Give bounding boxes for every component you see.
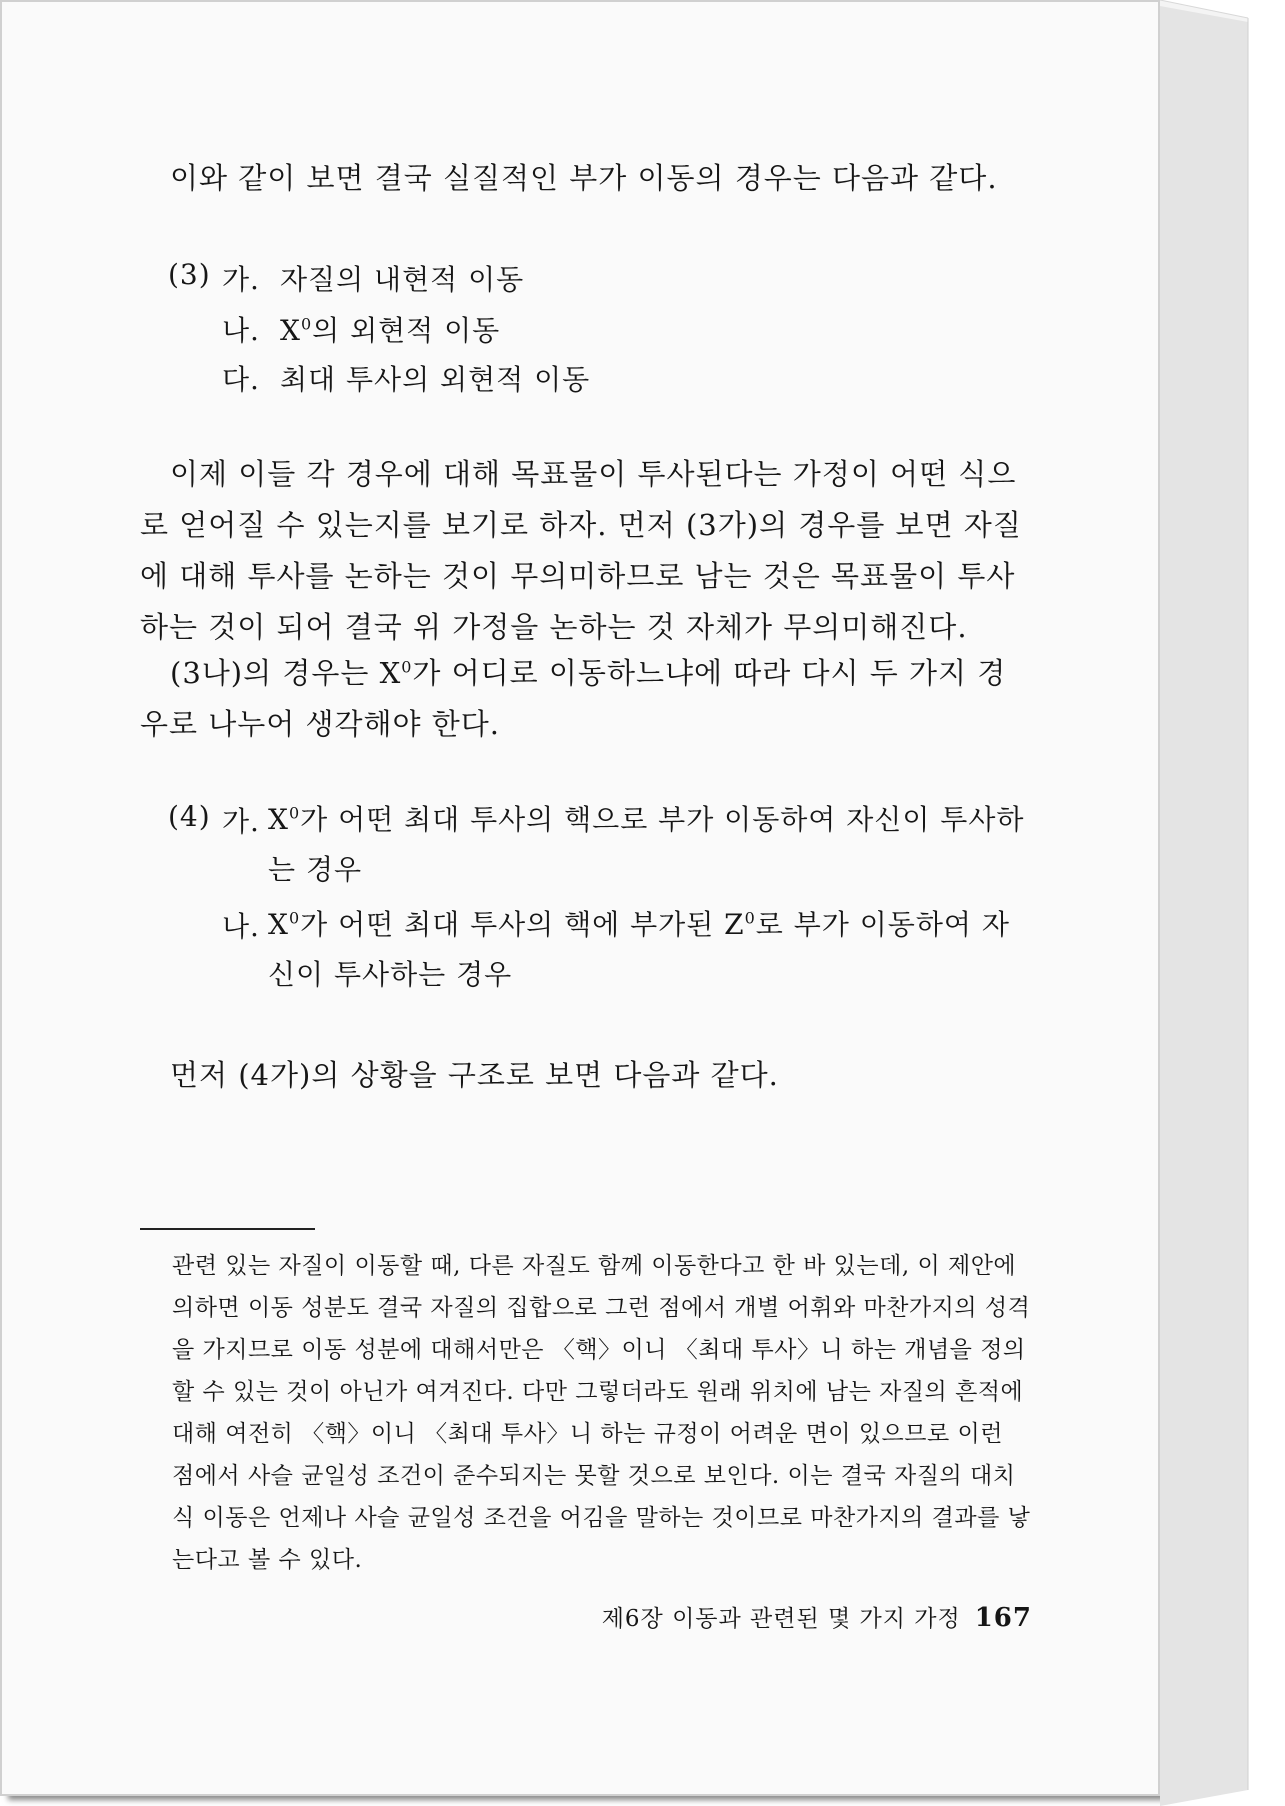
ex4-na-x: X <box>268 908 289 941</box>
ex4-na-body-b: 로 부가 이동하여 자신이 투사하는 경우 <box>268 908 1010 991</box>
ex4-na-sup: 0 <box>288 908 301 928</box>
ex4-ga-sup: 0 <box>288 803 301 823</box>
ex4-na-body-a: 가 어떤 최대 투사의 핵에 부가된 Z <box>300 908 745 941</box>
para2-part-b: 가 어디로 이동하느냐에 따라 다시 두 가지 경우로 나누어 생각해야 한다. <box>140 656 1007 741</box>
ex3-na-line <box>280 309 500 349</box>
after-sentence: 먼저 (4가)의 상황을 구조로 보면 다음과 같다. <box>170 1058 779 1092</box>
para2-sup: 0 <box>401 657 413 677</box>
ex3-da-text: 최대 투사의 외현적 이동 <box>280 363 591 396</box>
running-footer <box>600 1600 1032 1633</box>
ex3-ga-marker: 가. <box>222 263 260 296</box>
ex3-label: (3) <box>168 258 211 291</box>
footnote-rule <box>140 1228 315 1230</box>
ex3-na-text: 의 외현적 이동 <box>312 314 501 347</box>
ex4-ga-x: X <box>268 803 289 836</box>
ex3-na-marker: 나. <box>222 314 260 347</box>
ex3-ga-text: 자질의 내현적 이동 <box>280 263 525 296</box>
footnote-text: 관련 있는 자질이 이동할 때, 다른 자질도 함께 이동한다고 한 바 있는데, 이 제안에 의하면 이동 성분도 결국 자질의 집합으로 그런 점에서 개별 어휘와 마찬가지의 성격을 가지므로 이동 성분에 대해서만은 〈핵〉이니 〈최대 투사〉니 하는 개념을 정의할 수 있는 것이 아닌가 여겨진다. 다만 그렇더라도 원래 위치에 남는 자질의 흔적에 대해 여전히 〈핵〉이니 〈최대 투사〉니 하는 규정이 어려운 면이 있으므로 이런 점에서 사슬 균일성 조건이 준수되지는 못할 것으로 보인다. 이는 결국 자질의 대치식 이동은 언제나 사슬 균일성 조건을 어김을 말하는 것이므로 마찬가지의 결과를 낳는다고 볼 수 있다. <box>172 1253 1031 1573</box>
ex4-na-marker: 나. <box>222 910 260 943</box>
ex4-na-sup2: 0 <box>744 908 756 928</box>
ex3-da-marker: 다. <box>222 363 260 396</box>
ex3-na-x: X <box>280 314 301 347</box>
page-number: 167 <box>974 1603 1032 1633</box>
body-paragraph-1: 이제 이들 각 경우에 대해 목표물이 투사된다는 가정이 어떤 식으로 얻어질 수 있는지를 보기로 하자. 먼저 (3가)의 경우를 보면 자질에 대해 투사를 논하는 것이 무의미하므로 남는 것은 목표물이 투사하는 것이 되어 결국 위 가정을 논하는 것 자체가 무의미해진다. <box>140 457 1022 644</box>
para2-part-a: (3나)의 경우는 X <box>170 656 402 690</box>
chapter-title: 제6장 이동과 관련된 몇 가지 가정 <box>601 1606 961 1632</box>
ex4-label: (4) <box>168 800 211 833</box>
ex4-na-text <box>268 900 1030 1000</box>
ex4-ga-text <box>268 795 1030 895</box>
page-stack-edge <box>1160 0 1270 1806</box>
intro-sentence: 이와 같이 보면 결국 실질적인 부가 이동의 경우는 다음과 같다. <box>170 161 998 195</box>
ex4-ga-marker: 가. <box>222 805 260 838</box>
body-paragraph-2 <box>140 648 1030 750</box>
ex4-ga-body: 가 어떤 최대 투사의 핵으로 부가 이동하여 자신이 투사하는 경우 <box>268 803 1025 886</box>
ex3-na-sup: 0 <box>300 314 313 334</box>
